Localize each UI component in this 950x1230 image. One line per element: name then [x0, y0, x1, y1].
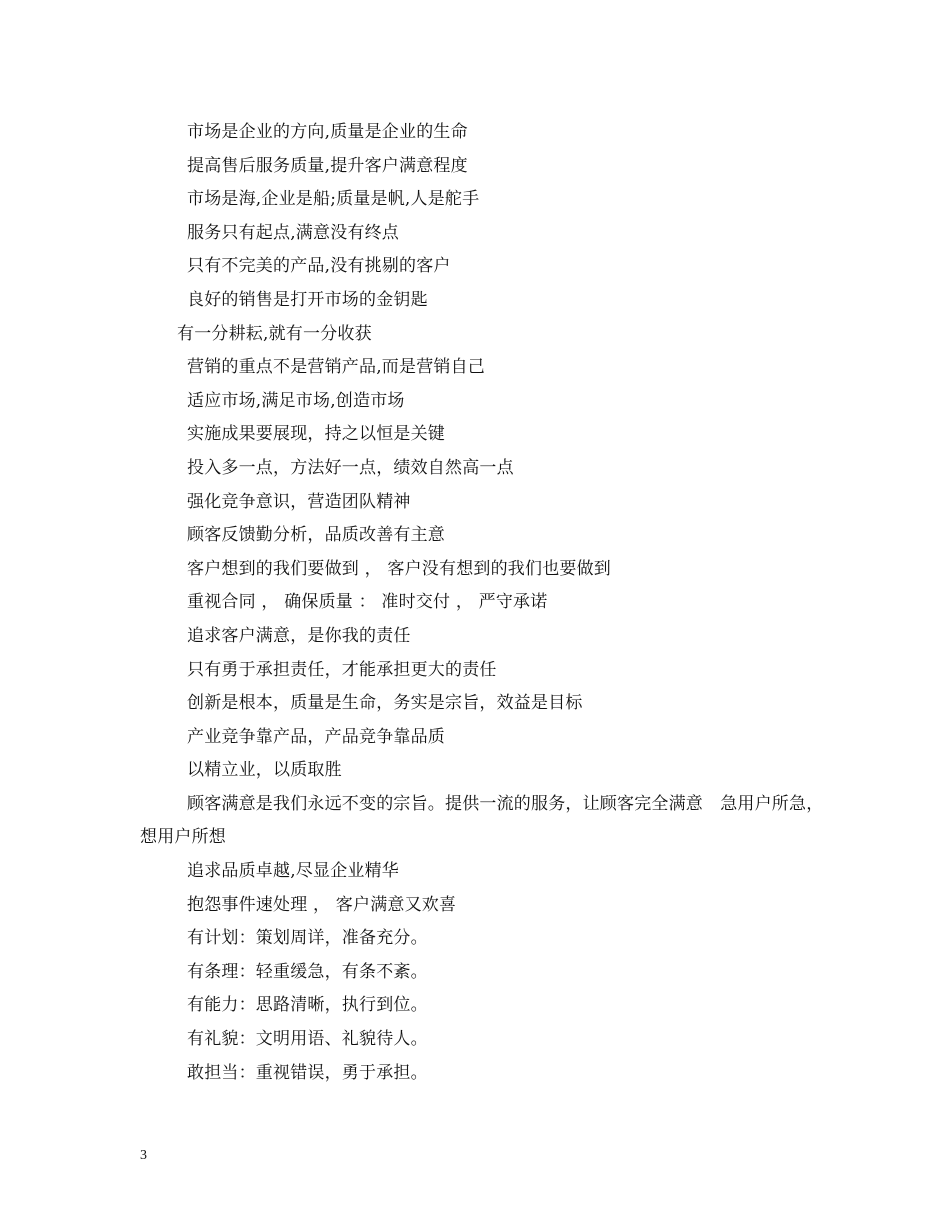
- slogan-line: 适应市场,满足市场,创造市场: [187, 390, 405, 411]
- slogan-line: 顾客反馈勤分析，品质改善有主意: [187, 525, 445, 546]
- slogan-list: [140, 116, 830, 1090]
- slogan-line: 有礼貌：文明用语、礼貌待人。: [187, 1029, 428, 1050]
- slogan-line: 有能力：思路清晰，执行到位。: [187, 995, 428, 1016]
- slogan-line: 投入多一点，方法好一点，绩效自然高一点: [187, 457, 514, 478]
- slogan-line: 客户想到的我们要做到 ， 客户没有想到的我们也要做到: [187, 558, 612, 579]
- slogan-line: 市场是海,企业是船;质量是帆,人是舵手: [187, 189, 480, 210]
- slogan-line: 抱怨事件速处理 ， 客户满意又欢喜: [187, 894, 457, 915]
- slogan-line: 实施成果要展现，持之以恒是关键: [187, 424, 445, 445]
- slogan-line: 追求品质卓越,尽显企业精华: [187, 861, 400, 882]
- slogan-line: 只有不完美的产品,没有挑剔的客户: [187, 256, 451, 277]
- slogan-line: 市场是企业的方向,质量是企业的生命: [187, 122, 468, 142]
- page-number: 3: [140, 1148, 147, 1163]
- slogan-paragraph: 顾客满意是我们永远不变的宗旨。提供一流的服务，让顾客完全满意 急用户所急，想用户所想: [140, 793, 824, 848]
- slogan-line: 有一分耕耘,就有一分收获: [177, 323, 372, 344]
- slogan-line: 营销的重点不是营销产品,而是营销自己: [187, 357, 486, 378]
- slogan-line: 有计划：策划周详，准备充分。: [187, 928, 428, 949]
- slogan-line: 强化竞争意识，营造团队精神: [187, 491, 411, 512]
- slogan-line: 产业竞争靠产品，产品竞争靠品质: [187, 726, 445, 747]
- slogan-line: 以精立业，以质取胜: [187, 760, 342, 781]
- slogan-line: 只有勇于承担责任，才能承担更大的责任: [187, 659, 497, 680]
- slogan-line: 有条理：轻重缓急，有条不紊。: [187, 961, 428, 982]
- slogan-line: 良好的销售是打开市场的金钥匙: [187, 289, 428, 310]
- slogan-line: 重视合同 ， 确保质量 ： 准时交付 ， 严守承诺: [187, 592, 548, 613]
- slogan-line: 服务只有起点,满意没有终点: [187, 222, 400, 243]
- slogan-line: 创新是根本，质量是生命，务实是宗旨，效益是目标: [187, 693, 583, 714]
- slogan-line: 敢担当：重视错误，勇于承担。: [187, 1062, 428, 1083]
- slogan-line: 提高售后服务质量,提升客户满意程度: [187, 155, 468, 176]
- slogan-line: 追求客户满意，是你我的责任: [187, 625, 411, 646]
